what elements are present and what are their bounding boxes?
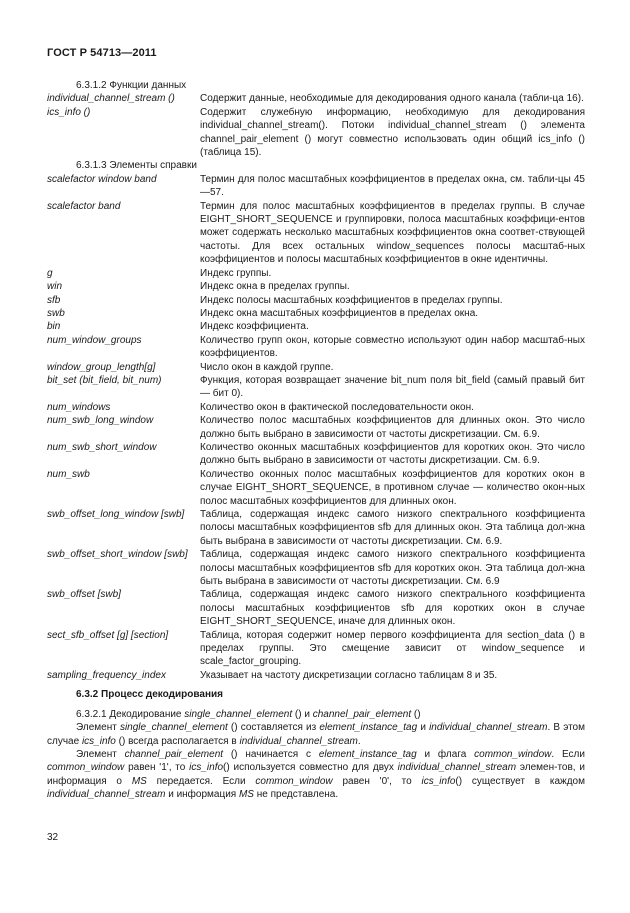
definition-term: sect_sfb_offset [g] [section]: [47, 629, 169, 641]
subsection-heading-6-3-1-3: 6.3.1.3 Элементы справки: [76, 160, 197, 172]
definition-row: [47, 588, 585, 628]
definition-term: sampling_frequency_index: [47, 669, 166, 681]
paragraph-single-channel-element: Элемент single_channel_element () составляется из element_instance_tag и individual_channel_stream. В этом случае ics_info () всегда располагается в individual_channel_stream.: [47, 722, 585, 747]
definition-description: Индекс коэффициента.: [200, 321, 309, 333]
definition-term: swb_offset_long_window [swb]: [47, 509, 185, 520]
definition-description: Количество оконных масштабных коэффициентов для коротких окон. Это число должно быть выбрано в зависимости от частоты дискретизации. См. 6.9.: [200, 441, 585, 467]
section-heading-6-3-2: 6.3.2 Процесс декодирования: [76, 689, 223, 701]
definition-row: [47, 106, 585, 160]
definition-description: Функция, которая возвращает значение bit_num поля bit_field (самый правый бит — бит 0).: [200, 374, 585, 400]
definition-row: [47, 200, 585, 267]
definition-row: [47, 508, 585, 548]
definition-description: Индекс окна в пределах группы.: [200, 281, 350, 293]
definition-row: [47, 92, 585, 105]
definition-row: [47, 414, 585, 441]
definition-description: Количество полос масштабных коэффициентов для длинных окон. Это число должно быть выбрано в зависимости от частоты дискретизации. См. 6.9.: [200, 415, 585, 440]
definition-term: num_swb_long_window: [47, 415, 154, 427]
definition-term: swb_offset [swb]: [47, 589, 121, 601]
definition-term: g: [47, 267, 53, 279]
definition-term: num_window_groups: [47, 334, 142, 346]
standard-header: ГОСТ Р 54713—2011: [47, 47, 157, 59]
definition-row: [47, 334, 585, 361]
definition-description: Указывает на частоту дискретизации согласно таблицам 8 и 35.: [200, 669, 498, 681]
definition-term: window_group_length[g]: [47, 361, 156, 373]
subsection-heading-6-3-1-2: 6.3.1.2 Функции данных: [76, 80, 187, 91]
definition-row: [47, 294, 585, 307]
definition-term: ics_info (): [47, 106, 91, 118]
definition-term: bin: [47, 321, 61, 333]
definition-term: individual_channel_stream (): [47, 93, 175, 105]
definition-term: scalefactor band: [47, 200, 121, 212]
definition-description: Таблица, которая содержит номер первого коэффициента для section_data () в пределах группы. Это смещение зависит от window_sequence и scale_factor_grouping.: [200, 629, 585, 668]
definition-row: [47, 548, 585, 588]
definition-description: Количество окон в фактической последовательности окон.: [200, 401, 474, 413]
definition-term: num_swb: [47, 468, 90, 480]
definition-list-help-elements: [47, 173, 585, 682]
page-number: 32: [47, 832, 59, 843]
definition-row: [47, 441, 585, 468]
definition-description: Термин для полос масштабных коэффициентов в пределах группы. В случае EIGHT_SHORT_SEQUENCE и группировки, полоса масштабных коэффици-ентов может содержать несколько масштабных коэффициентов окна соответ-ствующей частоты. Для всех остальных window_sequences полосы масштаб-ных коэффициентов и полосы масштабных коэффициентов в окне идентичны.: [200, 200, 585, 266]
definition-list-data-functions: [47, 92, 585, 159]
definition-description: Таблица, содержащая индекс самого низкого спектрального коэффициента полосы масштабных коэффициентов sfb для коротких окон в случае EIGHT_SHORT_SEQUENCE, иначе для длинных окон.: [200, 589, 585, 628]
definition-row: [47, 629, 585, 669]
definition-description: Термин для полос масштабных коэффициентов в пределах окна, см. табли-цы 45—57.: [200, 173, 585, 199]
definition-description: Количество групп окон, которые совместно используют один набор масштаб-ных коэффициентов.: [200, 334, 585, 360]
definition-term: bit_set (bit_field, bit_num): [47, 374, 162, 386]
definition-term: num_windows: [47, 401, 111, 413]
paragraph-channel-pair-element: Элемент channel_pair_element () начинается с element_instance_tag и флага common_window. Если common_window равен '1', то ics_info() используется совместно для двух individual_channel_stream элемен-тов, и информация о MS передается. Если common_window равен '0', то ics_info() существует в каждом individual_channel_stream и информация MS не представлена.: [47, 748, 585, 801]
definition-term: scalefactor window band: [47, 173, 157, 185]
definition-row: [47, 468, 585, 508]
page-content: [47, 79, 585, 802]
definition-description: Число окон в каждой группе.: [200, 361, 334, 373]
definition-description: Содержит данные, необходимые для декодирования одного канала (табли-ца 16).: [200, 93, 584, 105]
definition-term: sfb: [47, 294, 61, 306]
definition-description: Индекс окна масштабных коэффициентов в пределах окна.: [200, 307, 479, 319]
definition-row: [47, 374, 585, 401]
definition-description: Количество оконных полос масштабных коэффициентов для коротких окон в случае EIGHT_SHORT_SEQUENCE, в противном случае — количество окон-ных полос масштабных коэффициентов для длинных окон.: [200, 468, 585, 507]
definition-row: [47, 280, 585, 293]
definition-description: Таблица, содержащая индекс самого низкого спектрального коэффициента полосы масштабных коэффициентов sfb для коротких окон. Эта таблица дол-жна быть выбрана в зависимости от частоты дискретизации. См. 6.9: [200, 549, 585, 588]
definition-term: win: [47, 281, 63, 293]
definition-row: [47, 307, 585, 320]
definition-term: swb: [47, 307, 65, 319]
definition-description: Содержит служебную информацию, необходимую для декодирования individual_channel_stream(). Потоки individual_channel_stream () элемента channel_pair_element () могут совместно использовать один общий ics_info () (таблица 15).: [200, 106, 585, 159]
definition-row: [47, 320, 585, 333]
definition-description: Таблица, содержащая индекс самого низкого спектрального коэффициента полосы масштабных коэффициентов sfb для длинных окон. Эта таблица дол-жна быть выбрана в зависимости от частоты дискретизации. См. 6.9.: [200, 509, 585, 547]
definition-row: [47, 361, 585, 374]
definition-description: Индекс полосы масштабных коэффициентов в пределах группы.: [200, 294, 503, 306]
definition-row: [47, 173, 585, 200]
definition-term: swb_offset_short_window [swb]: [47, 549, 188, 561]
definition-term: num_swb_short_window: [47, 441, 157, 453]
definition-row: [47, 401, 585, 414]
definition-row: [47, 267, 585, 280]
definition-row: [47, 669, 585, 682]
paragraph-6-3-2-1: 6.3.2.1 Декодирование single_channel_element () и channel_pair_element (): [76, 708, 421, 720]
definition-description: Индекс группы.: [200, 267, 272, 279]
